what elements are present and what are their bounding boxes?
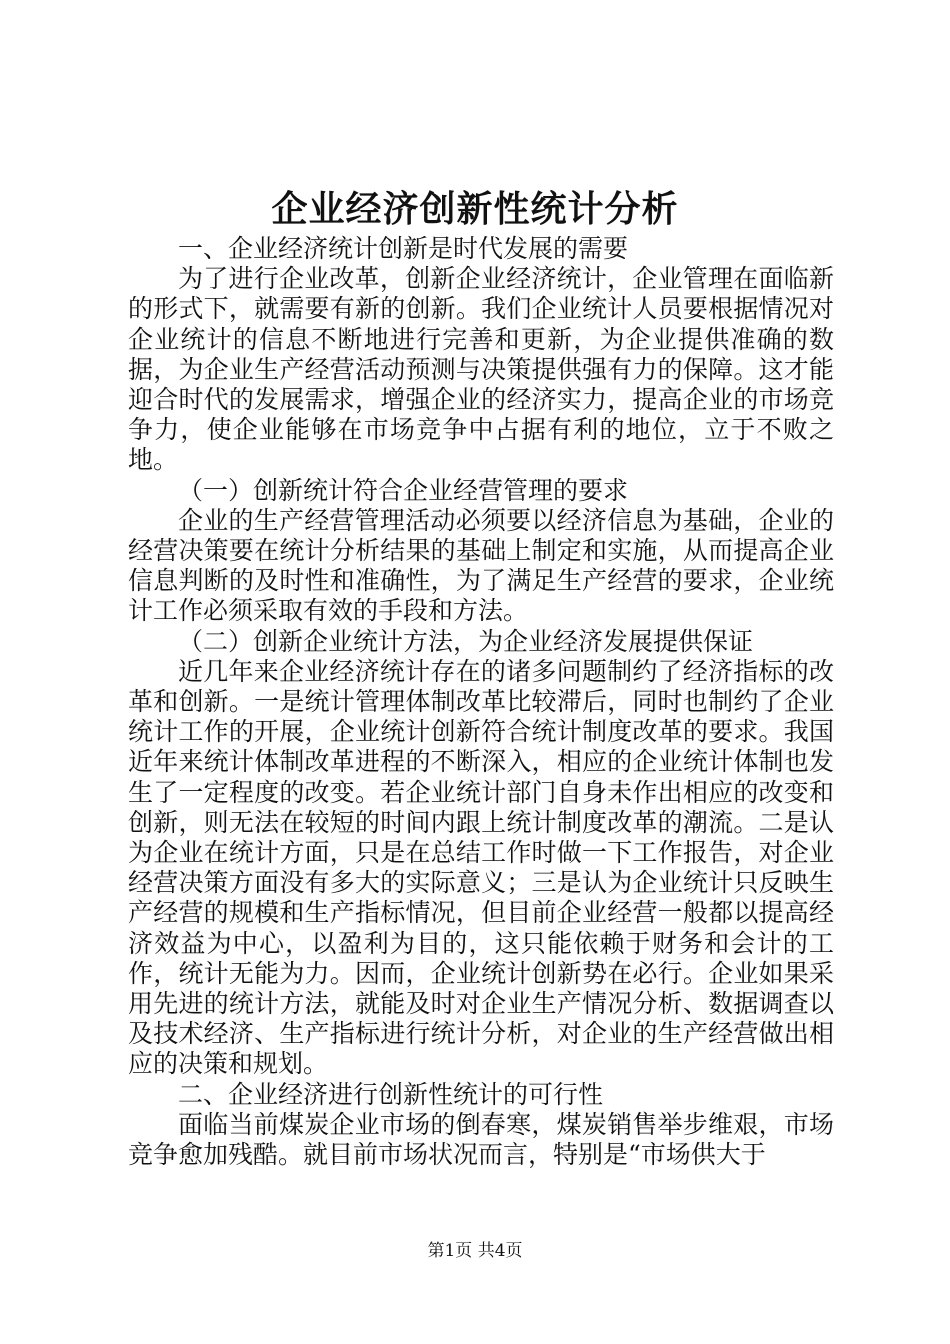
subsection-heading-1: （一）创新统计符合企业经营管理的要求	[178, 475, 629, 505]
paragraph-4: 面临当前煤炭企业市场的倒春寒，煤炭销售举步维艰，市场竞争愈加残酷。就目前市场状况而言，特别是“市场供大于	[128, 1109, 834, 1170]
subsection-heading-2: （二）创新企业统计方法，为企业经济发展提供保证	[178, 626, 754, 656]
document-body	[128, 234, 834, 1170]
document-title: 企业经济创新性统计分析	[271, 188, 679, 230]
paragraph-2: 企业的生产经营管理活动必须要以经济信息为基础，企业的经营决策要在统计分析结果的基础上制定和实施，从而提高企业信息判断的及时性和准确性，为了满足生产经营的要求，企业统计工作必须采取有效的手段和方法。	[128, 505, 834, 626]
section-heading-1: 一、企业经济统计创新是时代发展的需要	[178, 234, 629, 263]
paragraph-3: 近几年来企业经济统计存在的诸多问题制约了经济指标的改革和创新。一是统计管理体制改革比较滞后，同时也制约了企业统计工作的开展，企业统计创新符合统计制度改革的要求。我国近年来统计体制改革进程的不断深入，相应的企业统计体制也发生了一定程度的改变。若企业统计部门自身未作出相应的改变和创新，则无法在较短的时间内跟上统计制度改革的潮流。二是认为企业在统计方面，只是在总结工作时做一下工作报告，对企业经营决策方面没有多大的实际意义；三是认为企业统计只反映生产经营的规模和生产指标情况，但目前企业经营一般都以提高经济效益为中心，以盈利为目的，这只能依赖于财务和会计的工作，统计无能为力。因而，企业统计创新势在必行。企业如果采用先进的统计方法，就能及时对企业生产情况分析、数据调查以及技术经济、生产指标进行统计分析，对企业的生产经营做出相应的决策和规划。	[128, 656, 834, 1079]
section-heading-2: 二、企业经济进行创新性统计的可行性	[178, 1079, 604, 1109]
paragraph-1: 为了进行企业改革，创新企业经济统计，企业管理在面临新的形式下，就需要有新的创新。我们企业统计人员要根据情况对企业统计的信息不断地进行完善和更新，为企业提供准确的数据，为企业生产经营活动预测与决策提供强有力的保障。这才能迎合时代的发展需求，增强企业的经济实力，提高企业的市场竞争力，使企业能够在市场竞争中占据有利的地位，立于不败之地。	[128, 264, 834, 475]
page-footer: 第1页 共4页	[427, 1241, 523, 1261]
